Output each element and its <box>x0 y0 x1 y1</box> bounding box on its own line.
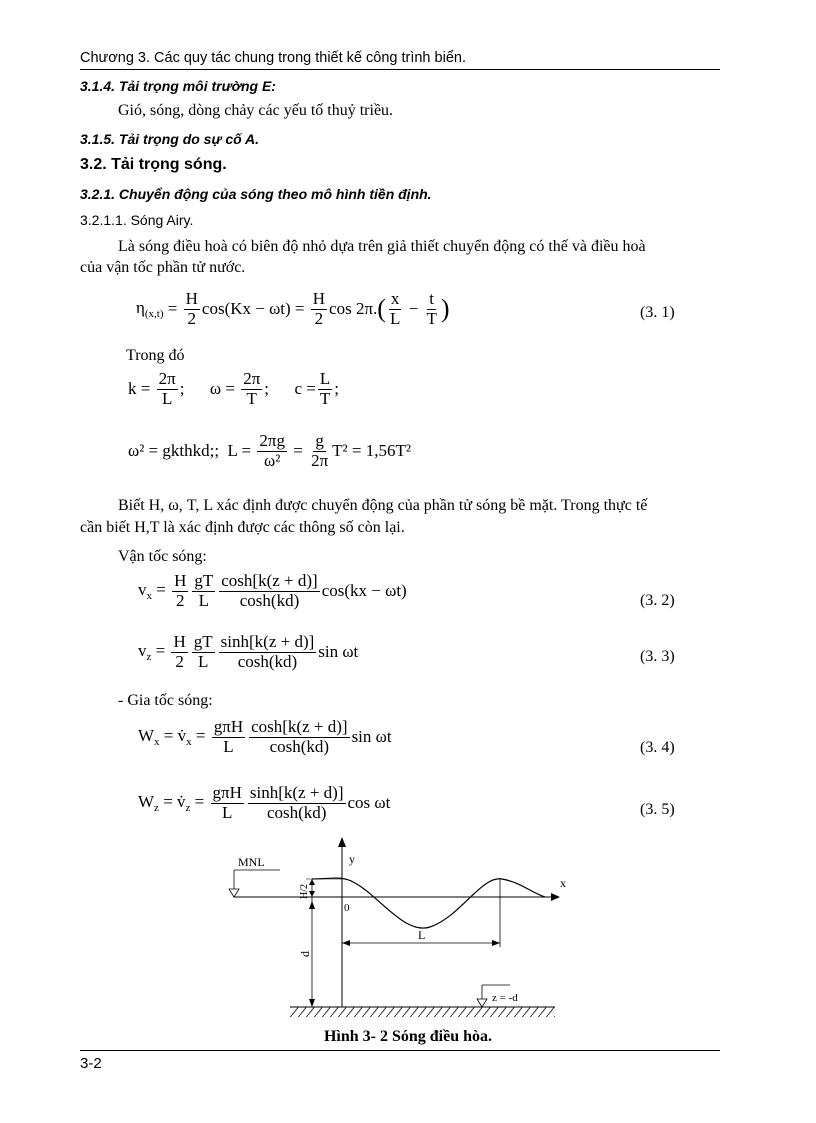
L-result: T² = 1,56T² <box>332 441 411 461</box>
equation-3-4-number: (3. 4) <box>640 739 675 756</box>
section-3-2-title: 3.2. Tải trọng sóng. <box>80 156 227 173</box>
header-rule <box>80 69 720 70</box>
harmonic-wave-figure <box>220 835 590 1025</box>
section-3-2-1-title: 3.2.1. Chuyển động của sóng theo mô hình tiền định. <box>80 186 432 202</box>
page-number: 3-2 <box>80 1055 102 1072</box>
equation-3-1: $\eta_{(x,t)}$ = $\frac{H}{2}$ cos(Kx − ωt) = $\frac{H}{2}$ cos 2π. ( $\frac{x}{L}$ − $\frac{t}{T}$ ) <box>136 289 450 328</box>
equation-3-5-number: (3. 5) <box>640 801 675 818</box>
seabed-hatching <box>290 1007 555 1017</box>
equation-dispersion: ω² = gkthkd;; L = $\frac{2\pi g}{\text{ω²}}$ = $\frac{g}{2\pi}$ T² = 1,56T² <box>128 431 411 470</box>
y-axis-label: y <box>349 852 355 866</box>
origin-label: 0 <box>344 902 350 914</box>
equation-3-3: $v_z$ = $\frac{H}{2}$ $\frac{gT}{L}$ $\frac{\sinh[k(z + d)]}{\cosh(kd)}$ sin ωt <box>138 632 359 671</box>
figure-caption: Hình 3- 2 Sóng điều hòa. <box>323 1028 493 1045</box>
equation-3-4: $W_x$ = $v̇_x$ = $\frac{\text{gπH}}{L}$ $\frac{\cosh[k(z + d)]}{\cosh(kd)}$ sin ωt <box>138 717 392 756</box>
x-axis-arrow <box>551 893 560 901</box>
y-axis-arrow <box>338 837 346 847</box>
equation-k-omega-c: k = $\frac{2\pi}{L}$ ; ω = $\frac{2\pi}{T}$ ; c = $\frac{L}{T}$ ; <box>128 369 340 408</box>
section-3-1-4-body: Gió, sóng, dòng chảy các yếu tố thuỷ triều. <box>118 102 394 119</box>
mnl-marker-icon <box>229 889 239 897</box>
wavelength-label: L <box>418 928 426 942</box>
section-3-2-1-1-title: 3.2.1.1. Sóng Airy. <box>80 212 194 228</box>
paragraph-2-line-1: Biết H, ω, T, L xác định được chuyển động của phần tử sóng bề mặt. Trong thực tế <box>118 497 648 514</box>
velocity-label: Vận tốc sóng: <box>118 548 207 565</box>
depth-label: d <box>298 951 312 957</box>
equation-3-5: $W_z$ = $v̇_z$ = $\frac{\text{gπH}}{L}$ $\frac{\sinh[k(z + d)]}{\cosh(kd)}$ cos ωt <box>138 783 391 822</box>
footer-rule <box>80 1050 720 1051</box>
equation-3-3-number: (3. 3) <box>640 648 675 665</box>
seabed-depth-label: z = -d <box>492 992 518 1004</box>
equation-3-1-number: (3. 1) <box>640 304 675 321</box>
section-3-1-4-title: 3.1.4. Tải trọng môi trường E: <box>80 78 276 94</box>
mnl-label: MNL <box>238 855 265 869</box>
section-3-1-5-title: 3.1.5. Tải trọng do sự cố A. <box>80 131 260 147</box>
trong-do-label: Trong đó <box>126 347 185 364</box>
equation-3-2: $v_x$ = $\frac{H}{2}$ $\frac{gT}{L}$ $\frac{\cosh[k(z + d)]}{\cosh(kd)}$ cos(kx − ωt) <box>138 571 407 610</box>
intro-line-2: của vận tốc phần tử nước. <box>80 259 246 276</box>
amplitude-label: H/2 <box>299 884 310 899</box>
intro-line-1: Là sóng điều hoà có biên độ nhỏ dựa trên giả thiết chuyển động có thế và điều hoà <box>118 238 646 255</box>
paragraph-2-line-2: cần biết H,T là xác định được các thông số còn lại. <box>80 519 405 536</box>
omega-relation: ω² = gkthkd;; <box>128 441 220 461</box>
acceleration-label: - Gia tốc sóng: <box>118 692 213 709</box>
equation-3-2-number: (3. 2) <box>640 592 675 609</box>
seabed-level-marker-icon <box>477 999 487 1007</box>
running-header: Chương 3. Các quy tác chung trong thiết kế công trình biển. <box>80 50 466 66</box>
x-axis-label: x <box>560 876 566 890</box>
